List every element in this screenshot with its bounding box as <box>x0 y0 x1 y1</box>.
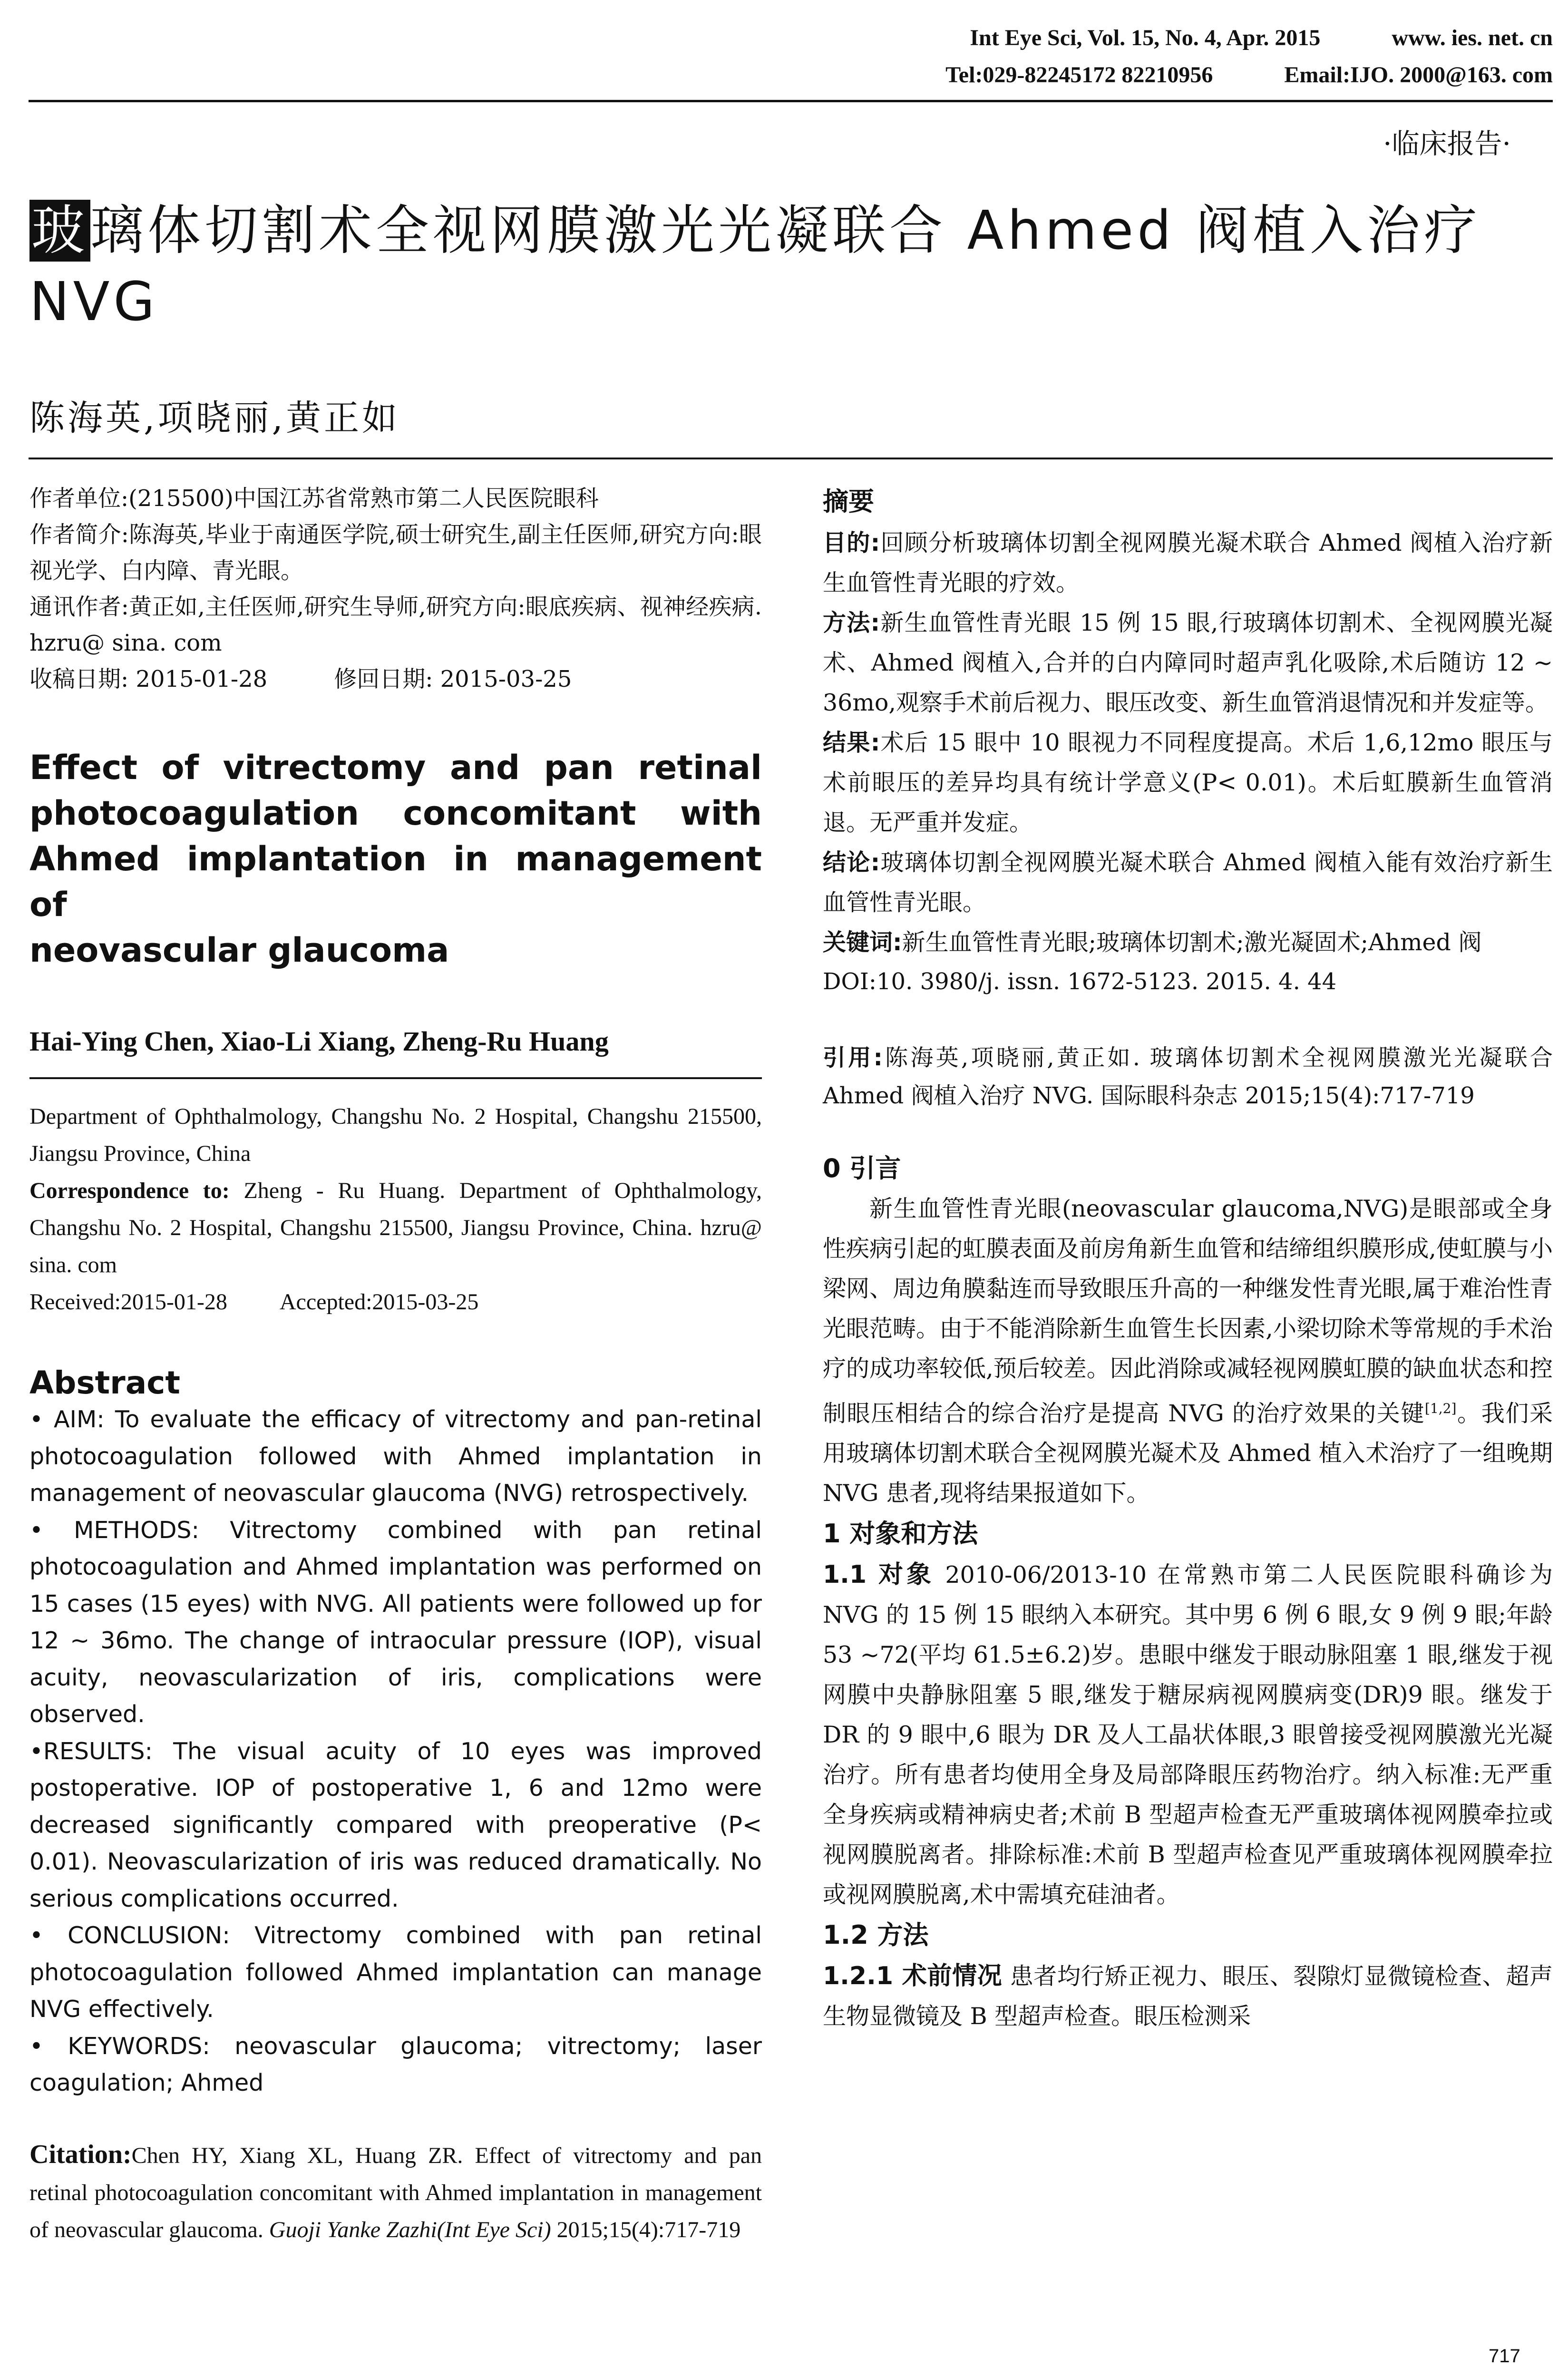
citation-tail: 2015;15(4):717-719 <box>551 2217 741 2242</box>
header-line-2 <box>945 62 1553 88</box>
cn-results-label: 结果: <box>823 729 880 756</box>
cn-aim-label: 目的: <box>823 529 880 556</box>
cn-abstract-methods <box>823 603 1553 723</box>
cn-citation <box>823 1039 1553 1115</box>
journal-website[interactable]: www. ies. net. cn <box>1392 25 1553 50</box>
intro-paragraph <box>823 1189 1553 1513</box>
intro-heading: 0 引言 <box>823 1153 901 1183</box>
english-department: Department of Ophthalmology, Changshu No. 2 Hospital, Changshu 215500, Jiangsu Province, China <box>29 1104 762 1166</box>
received-date: 收稿日期: 2015-01-28 <box>29 666 268 692</box>
abstract-methods: • METHODS: Vitrectomy combined with pan retinal photocoagulation and Ahmed implantation was performed on 15 cases (15 eyes) with NVG. All patients were followed up for 12 ~ 36mo. The change of intraocular pressure (IOP), visual acuity, neovascularization of iris, complications were observed. <box>29 1516 762 1728</box>
citation-text: Chen HY, Xiang XL, Huang ZR. Effect of vitrectomy and pan retinal photocoagulation concomitant with Ahmed implantation in management of neovascular glaucoma. <box>29 2143 762 2242</box>
intro-text-a: 新生血管性青光眼(neovascular glaucoma,NVG)是眼部或全身性疾病引起的虹膜表面及前房角新生血管和结缔组织膜形成,使虹膜与小梁网、周边角膜黏连而导致眼压升高的一种继发性青光眼,属于难治性青光眼范畴。由于不能消除新生血管生长因素,小梁切除术等常规的手术治疗的成功率较低,预后较差。因此消除或减轻视网膜虹膜的缺血状态和控制眼压相结合的综合治疗是提高 NVG 的治疗效果的关键 <box>823 1195 1553 1427</box>
author-dates <box>29 661 762 697</box>
english-correspondence <box>29 1172 762 1284</box>
journal-tel: Tel:029-82245172 82210956 <box>945 62 1213 88</box>
english-received: Received:2015-01-28 <box>29 1289 227 1315</box>
cn-abstract-conclusion <box>823 843 1553 923</box>
cn-aim-text: 回顾分析玻璃体切割全视网膜光凝术联合 Ahmed 阀植入治疗新生血管性青光眼的疗效。 <box>823 529 1553 596</box>
cn-abstract-keywords <box>823 923 1553 963</box>
english-authors: Hai-Ying Chen, Xiao-Li Xiang, Zheng-Ru Huang <box>29 1026 609 1057</box>
title-first-char: 玻 <box>29 200 90 262</box>
section-1-heading: 1 对象和方法 <box>823 1519 978 1549</box>
intro-reference[interactable]: [1,2] <box>1425 1401 1457 1416</box>
cn-abstract-aim <box>823 523 1553 603</box>
section-1-2-1-paragraph <box>823 1956 1553 2036</box>
cn-conclusion-text: 玻璃体切割全视网膜光凝术联合 Ahmed 阀植入能有效治疗新生血管性青光眼。 <box>823 849 1553 916</box>
right-column <box>823 480 1553 2036</box>
abstract-conclusion: • CONCLUSION: Vitrectomy combined with pan retinal photocoagulation followed Ahmed implantation can manage NVG effectively. <box>29 1922 762 2023</box>
cn-keywords-text: 新生血管性青光眼;玻璃体切割术;激光凝固术;Ahmed 阀 <box>902 929 1482 956</box>
english-title <box>29 745 762 973</box>
article-title <box>29 195 1551 338</box>
revised-date: 修回日期: 2015-03-25 <box>334 666 572 692</box>
author-bio: 作者简介:陈海英,毕业于南通医学院,硕士研究生,副主任医师,研究方向:眼视光学、白内障、青光眼。 <box>29 521 762 584</box>
english-title-line-2: photocoagulation concomitant with <box>29 794 762 833</box>
left-column <box>29 480 762 2249</box>
journal-issue: Int Eye Sci, Vol. 15, No. 4, Apr. 2015 <box>970 25 1321 50</box>
title-rest: 璃体切割术全视网膜激光光凝联合 Ahmed 阀植入治疗 NVG <box>29 200 1481 333</box>
english-title-line-3: Ahmed implantation in management of <box>29 839 762 924</box>
cn-abstract-heading: 摘要 <box>823 487 874 516</box>
abstract-heading: Abstract <box>29 1364 180 1401</box>
english-accepted: Accepted:2015-03-25 <box>279 1289 479 1315</box>
section-1-1-label: 1.1 对象 <box>823 1560 935 1589</box>
authors-cn: 陈海英,项晓丽,黄正如 <box>29 398 400 438</box>
english-dates <box>29 1284 762 1321</box>
intro-text-b: 。我们采用玻璃体切割术联合全视网膜光凝术及 Ahmed 植入术治疗了一组晚期 NVG 患者,现将结果报道如下。 <box>823 1400 1553 1507</box>
abstract-aim: • AIM: To evaluate the efficacy of vitrectomy and pan-retinal photocoagulation followed with Ahmed implantation in management of neovascular glaucoma (NVG) retrospectively. <box>29 1406 762 1507</box>
cn-abstract-results <box>823 723 1553 843</box>
journal-header <box>29 25 1553 101</box>
abstract-keywords: • KEYWORDS: neovascular glaucoma; vitrectomy; laser coagulation; Ahmed <box>29 2032 762 2096</box>
correspondence-text: Zheng - Ru Huang. Department of Ophthalmology, Changshu No. 2 Hospital, Changshu 215500, Jiangsu Province, China. hzru@ sina. com <box>29 1178 762 1277</box>
header-rule <box>29 100 1553 102</box>
header-line-1 <box>970 25 1553 51</box>
cn-methods-text: 新生血管性青光眼 15 例 15 眼,行玻璃体切割术、全视网膜光凝术、Ahmed 阀植入,合并的白内障同时超声乳化吸除,术后随访 12 ~ 36mo,观察手术前后视力、眼压改变、新生血管消退情况和并发症等。 <box>823 609 1553 716</box>
doi[interactable]: DOI:10. 3980/j. issn. 1672-5123. 2015. 4. 44 <box>823 968 1337 995</box>
citation-label: Citation: <box>29 2139 132 2169</box>
english-citation <box>29 2136 762 2249</box>
english-title-line-1: Effect of vitrectomy and pan retinal <box>29 748 762 787</box>
author-affiliation: 作者单位:(215500)中国江苏省常熟市第二人民医院眼科 <box>29 485 599 512</box>
english-title-line-4: neovascular glaucoma <box>29 931 449 970</box>
page-number: 717 <box>1489 2346 1520 2367</box>
abstract-results: •RESULTS: The visual acuity of 10 eyes was improved postoperative. IOP of postoperative 1, 6 and 12mo were decreased significantly compared with preoperative (P< 0.01). Neovascularization of iris was reduced dramatically. No serious complications occurred. <box>29 1737 762 1912</box>
title-rule <box>29 458 1553 459</box>
cn-conclusion-label: 结论: <box>823 849 880 876</box>
english-authors-rule <box>29 1077 762 1079</box>
section-1-2-1-text: 患者均行矫正视力、眼压、裂隙灯显微镜检查、超声生物显微镜及 B 型超声检查。眼压检测采 <box>823 1963 1553 2030</box>
correspondence-label: Correspondence to: <box>29 1178 230 1203</box>
cn-citation-text: 陈海英,项晓丽,黄正如. 玻璃体切割术全视网膜激光光凝联合 Ahmed 阀植入治疗 NVG. 国际眼科杂志 2015;15(4):717-719 <box>823 1044 1553 1109</box>
section-1-2-1-label: 1.2.1 术前情况 <box>823 1962 1003 1991</box>
journal-email[interactable]: Email:IJO. 2000@163. com <box>1284 62 1553 88</box>
cn-keywords-label: 关键词: <box>823 929 902 956</box>
section-1-1-text: 2010-06/2013-10 在常熟市第二人民医院眼科确诊为 NVG 的 15 例 15 眼纳入本研究。其中男 6 例 6 眼,女 9 例 9 眼;年龄 53 ~72(平均 61.5±6.2)岁。患眼中继发于眼动脉阻塞 1 眼,继发于视网膜中央静脉阻塞 5 眼,继发于糖尿病视网膜病变(DR)9 眼。继发于 DR 的 9 眼中,6 眼为 DR 及人工晶状体眼,3 眼曾接受视网膜激光光凝治疗。所有患者均使用全身及局部降眼压药物治疗。纳入标准:无严重全身疾病或精神病史者;术前 B 型超声检查无严重玻璃体视网膜牵拉或视网膜脱离者。排除标准:术前 B 型超声检查见严重玻璃体视网膜牵拉或视网膜脱离,术中需填充硅油者。 <box>823 1561 1553 1909</box>
section-1-2-heading: 1.2 方法 <box>823 1920 929 1950</box>
section-1-1-paragraph <box>823 1554 1553 1915</box>
cn-results-text: 术后 15 眼中 10 眼视力不同程度提高。术后 1,6,12mo 眼压与术前眼压的差异均具有统计学意义(P< 0.01)。术后虹膜新生血管消退。无严重并发症。 <box>823 729 1553 836</box>
author-correspondence: 通讯作者:黄正如,主任医师,研究生导师,研究方向:眼底疾病、视神经疾病. hzru@ sina. com <box>29 594 762 656</box>
citation-journal: Guoji Yanke Zazhi(Int Eye Sci) <box>269 2217 551 2242</box>
section-label: ·临床报告· <box>1383 127 1511 160</box>
cn-citation-label: 引用: <box>823 1044 883 1071</box>
cn-methods-label: 方法: <box>823 609 880 636</box>
english-affiliation <box>29 1098 762 1321</box>
